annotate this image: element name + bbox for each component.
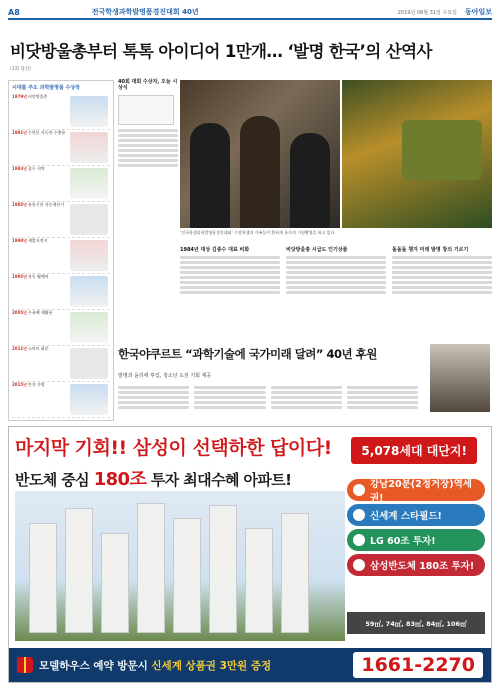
person-figure (190, 123, 230, 228)
tl-year: 1990년 (12, 238, 27, 243)
tl-year: 1983년 (12, 166, 27, 171)
ceremony-photo (180, 80, 340, 228)
text-line (286, 291, 386, 294)
text-line (392, 266, 492, 269)
invention-photo (70, 276, 108, 307)
ad-subheadline-prefix: 반도체 중심 (15, 471, 90, 489)
ad-benefit-label: LG 60조 투자! (370, 536, 436, 547)
page-number: A8 (8, 7, 20, 17)
text-line (118, 396, 189, 399)
portrait-photo (430, 344, 490, 412)
text-line (392, 271, 492, 274)
text-line (180, 271, 280, 274)
machine-image (402, 120, 482, 180)
text-line (392, 286, 492, 289)
bullet-icon (353, 484, 365, 496)
invention-photo (70, 204, 108, 235)
invention-photo (70, 132, 108, 163)
invention-photo (70, 312, 108, 343)
tl-year: 1995년 (12, 274, 27, 279)
article-column (392, 248, 492, 338)
tl-year: 1979년 (12, 94, 27, 99)
invention-photo (70, 348, 108, 379)
tl-name: 세발자전거 (28, 238, 48, 243)
issue-date: 2019년 08월 31일 수요일 (397, 9, 457, 16)
text-line (347, 401, 418, 404)
section-title: 전국학생과학발명품경진대회 40년 (91, 8, 199, 16)
page-header (8, 6, 492, 20)
ad-benefit-label: 신세계 스타필드! (370, 511, 442, 522)
article-column (347, 386, 418, 420)
building-shape (209, 505, 237, 633)
text-line (286, 256, 386, 259)
ad-units-badge: 5,078세대 대단지! (351, 437, 477, 464)
text-line (118, 159, 178, 162)
author-byline: (1회 당선) (10, 67, 31, 72)
text-line (118, 401, 189, 404)
article-column (271, 386, 342, 420)
text-line (392, 256, 492, 259)
award-emblem (118, 95, 174, 125)
ad-benefits-list (347, 479, 485, 579)
bullet-icon (353, 509, 365, 521)
tl-name: 줄무 식탁 (28, 166, 45, 171)
text-line (392, 261, 492, 264)
building-shape (173, 518, 201, 633)
ad-subheadline-amount: 180조 (93, 469, 147, 490)
secondary-subheadline: 발명과 윤리에 투입, 청소년 도전 기회 제공 (118, 373, 212, 379)
tl-name: 비닷방울총 (28, 94, 48, 99)
text-line (392, 281, 492, 284)
invention-photo (70, 384, 108, 415)
timeline-row (12, 130, 110, 166)
bullet-icon (353, 534, 365, 546)
invention-photo (70, 168, 108, 199)
tl-name: 우유팩 재활용 (28, 310, 53, 315)
ad-footer-message (39, 658, 353, 673)
text-line (392, 291, 492, 294)
text-line (347, 406, 418, 409)
article-columns (180, 248, 492, 338)
building-shape (245, 528, 273, 633)
ad-headline: 마지막 기회!! 삼성이 선택하한 답이다! (15, 437, 332, 459)
tl-name: 스마트 화분 (28, 346, 49, 351)
text-line (180, 266, 280, 269)
text-line (286, 281, 386, 284)
text-line (286, 266, 386, 269)
tl-year: 2015년 (12, 382, 27, 387)
text-line (271, 386, 342, 389)
tl-name: 무안분 자동차 수출용 (28, 130, 66, 135)
text-line (118, 129, 178, 132)
building-shape (29, 523, 57, 633)
newspaper-logo: 동아일보 (464, 8, 492, 16)
timeline-row (12, 238, 110, 274)
text-line (118, 154, 178, 157)
text-line (118, 406, 189, 409)
main-headline: 비닷방울총부터 톡톡 아이디어 1만개… ‘발명 한국’의 산역사 (10, 42, 432, 61)
phone-number[interactable]: 1661-2270 (353, 652, 483, 678)
tl-year: 2011년 (12, 346, 27, 351)
text-line (118, 391, 189, 394)
text-line (180, 286, 280, 289)
person-figure (290, 133, 330, 228)
apartment-advertisement[interactable] (8, 426, 492, 683)
text-line (180, 281, 280, 284)
article-column (194, 386, 265, 420)
building-shape (137, 503, 165, 633)
text-line (194, 401, 265, 404)
field-photo (342, 80, 492, 228)
text-line (286, 286, 386, 289)
text-line (118, 164, 178, 167)
bullet-icon (353, 559, 365, 571)
text-line (194, 391, 265, 394)
text-line (271, 406, 342, 409)
text-line (271, 391, 342, 394)
text-line (118, 144, 178, 147)
text-line (180, 261, 280, 264)
timeline-title: 시대를 주도 과학발명품 수상작 (12, 85, 81, 91)
article-column (118, 386, 189, 420)
text-line (286, 271, 386, 274)
person-figure (240, 116, 280, 228)
tl-year: 2005년 (12, 310, 27, 315)
text-line (286, 261, 386, 264)
column-title: 돌돌돌 챙겨 미래 발명 창의 기르기 (392, 247, 469, 253)
unit-sizes: 59㎡, 74㎡, 83㎡, 84㎡, 106㎡ (347, 612, 485, 634)
text-line (286, 276, 386, 279)
ad-subheadline-suffix: 투자 최대수혜 아파트! (150, 471, 292, 489)
text-line (180, 276, 280, 279)
ad-footer-text: 모델하우스 예약 방문시 (39, 659, 148, 672)
ad-subheadline (15, 465, 291, 491)
ad-benefit-label: 삼성반도체 180조 투자! (370, 561, 475, 572)
text-line (347, 391, 418, 394)
ad-benefit-item (347, 529, 485, 551)
ad-benefit-label: 강남20분(2정거장)역세권! (370, 479, 472, 504)
text-line (347, 386, 418, 389)
text-line (180, 256, 280, 259)
timeline-panel (8, 80, 114, 421)
tl-name: 자동 휠체어 (28, 274, 49, 279)
ad-footer-highlight: 신세계 상품권 3만원 증정 (151, 659, 272, 672)
building-shape (65, 508, 93, 633)
text-line (194, 396, 265, 399)
invention-photo (70, 240, 108, 271)
middle-title: 40회 대회 수상자, 오늘 시상식 (118, 79, 178, 91)
photo-caption: ‘전국학생과학발명품경진대회’ 수상학생과 가족들이 환하게 웃으며 기념촬영을 하고 있다. (180, 230, 336, 235)
tl-name: 안전 가방 (28, 382, 45, 387)
text-line (194, 406, 265, 409)
text-line (271, 401, 342, 404)
timeline-row (12, 274, 110, 310)
middle-column (118, 80, 178, 169)
tl-year: 1981년 (12, 130, 27, 135)
text-line (180, 291, 280, 294)
column-title: 비닷방울총 시급도 인기상품 (286, 247, 348, 253)
invention-photo (70, 96, 108, 127)
article-column (286, 248, 386, 338)
timeline-row (12, 310, 110, 346)
building-shape (281, 513, 309, 633)
apartment-rendering (15, 491, 345, 641)
secondary-article-body (118, 386, 418, 420)
text-line (194, 386, 265, 389)
text-line (347, 396, 418, 399)
text-line (392, 276, 492, 279)
text-line (118, 139, 178, 142)
secondary-headline: 한국야쿠르트 “과학기술에 국가미래 달려” 40년 후원 (118, 347, 377, 361)
timeline-row (12, 166, 110, 202)
article-column (180, 248, 280, 338)
timeline-row (12, 382, 110, 418)
ad-benefit-item (347, 504, 485, 526)
ad-benefit-item (347, 554, 485, 576)
timeline-row (12, 202, 110, 238)
tl-name: 유통기한 자동계산기 (28, 202, 65, 207)
text-line (118, 149, 178, 152)
text-line (118, 134, 178, 137)
ad-footer (9, 648, 491, 682)
timeline-row (12, 94, 110, 130)
ad-benefit-item (347, 479, 485, 504)
timeline-row (12, 346, 110, 382)
building-shape (101, 533, 129, 633)
tl-year: 1985년 (12, 202, 27, 207)
gift-icon (17, 657, 33, 673)
text-line (271, 396, 342, 399)
text-line (118, 386, 189, 389)
column-title: 1984년 대상 김종수 대표 비화 (180, 247, 250, 253)
